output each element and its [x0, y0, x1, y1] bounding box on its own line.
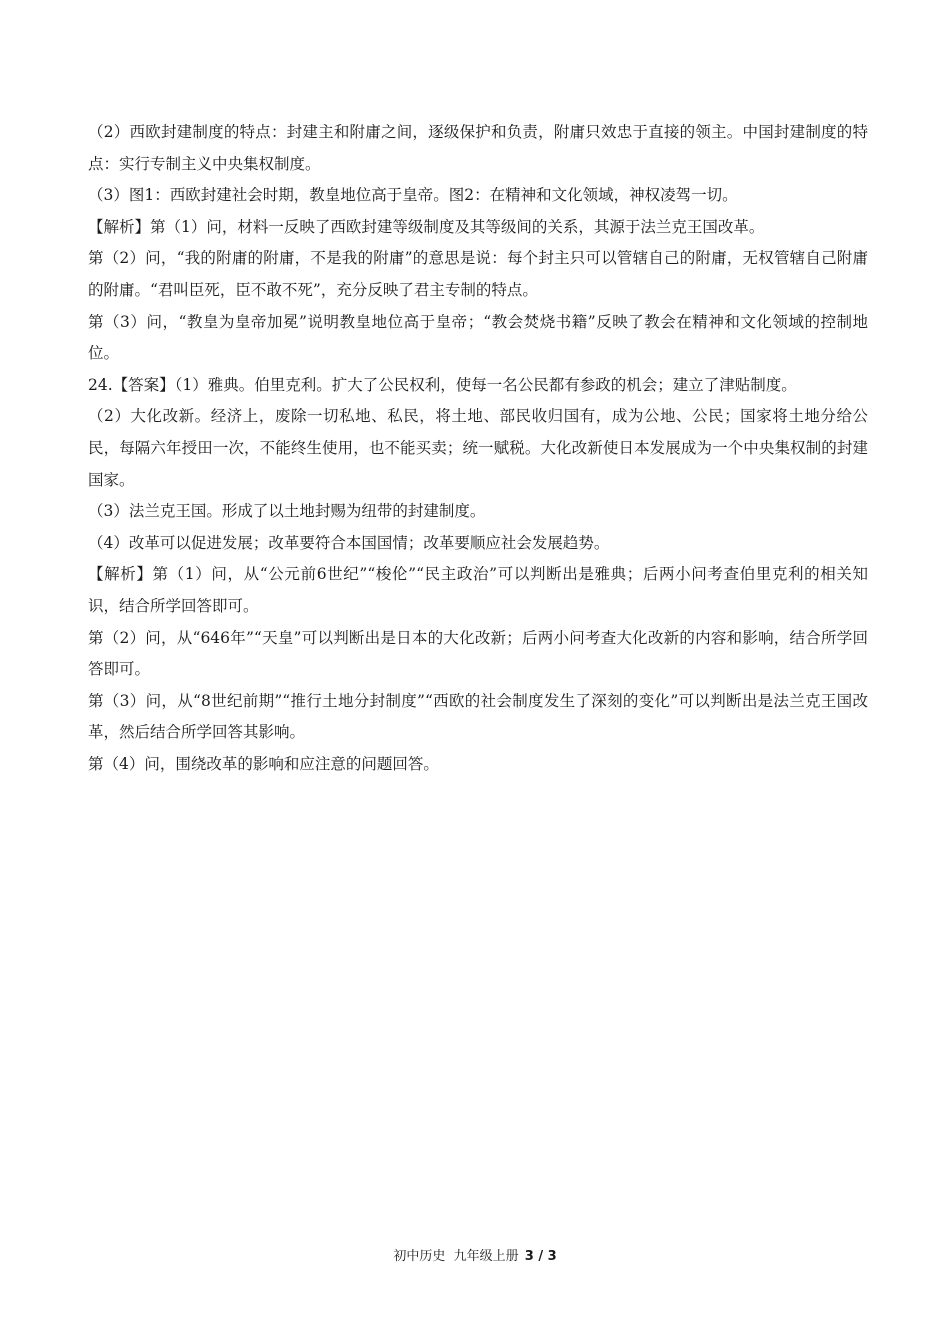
page-number: 3 / 3	[524, 1249, 557, 1264]
analysis-q24-part3: 第（3）问，从“8世纪前期”“推行土地分封制度”“西欧的社会制度发生了深刻的变化”可以判断出是法兰克王国改革，然后结合所学回答其影响。	[88, 691, 868, 742]
answer-q24-part1: 24.【答案】（1）雅典。伯里克利。扩大了公民权利，使每一名公民都有参政的机会；建立了津贴制度。	[88, 375, 797, 394]
analysis-q23-part1: 【解析】第（1）问，材料一反映了西欧封建等级制度及其等级间的关系，其源于法兰克王国改革。	[88, 217, 765, 236]
answer-q24-part2: （2）大化改新。经济上，废除一切私地、私民，将土地、部民收归国有，成为公地、公民；国家将土地分给公民，每隔六年授田一次，不能终生使用，也不能买卖；统一赋税。大化改新使日本发展成为一个中央集权制的封建国家。	[88, 407, 868, 489]
answer-q24-part3: （3）法兰克王国。形成了以土地封赐为纽带的封建制度。	[88, 502, 486, 521]
analysis-q24-part4: 第（4）问，围绕改革的影响和应注意的问题回答。	[88, 754, 439, 773]
analysis-q23-part2: 第（2）问，“我的附庸的附庸，不是我的附庸”的意思是说：每个封主只可以管辖自己的附庸，无权管辖自己附庸的附庸。“君叫臣死，臣不敢不死”，充分反映了君主专制的特点。	[88, 249, 868, 299]
analysis-q23-part3: 第（3）问，“教皇为皇帝加冕”说明教皇地位高于皇帝；“教会焚烧书籍”反映了教会在精神和文化领域的控制地位。	[88, 312, 868, 363]
document-body	[88, 117, 868, 780]
analysis-q24-part2: 第（2）问，从“646年”“天皇”可以判断出是日本的大化改新；后两小问考查大化改新的内容和影响，结合所学回答即可。	[88, 628, 868, 679]
analysis-q24-part1: 【解析】第（1）问，从“公元前6世纪”“梭伦”“民主政治”可以判断出是雅典；后两小问考查伯里克利的相关知识，结合所学回答即可。	[88, 565, 868, 615]
answer-q23-part3: （3）图1：西欧封建社会时期，教皇地位高于皇帝。图2：在精神和文化领域，神权凌驾一切。	[88, 186, 738, 205]
answer-q23-part2: （2）西欧封建制度的特点：封建主和附庸之间，逐级保护和负责，附庸只效忠于直接的领主。中国封建制度的特点：实行专制主义中央集权制度。	[88, 123, 868, 173]
page-footer	[0, 1245, 950, 1264]
answer-q24-part4: （4）改革可以促进发展；改革要符合本国国情；改革要顺应社会发展趋势。	[88, 533, 610, 552]
footer-label: 初中历史 九年级上册	[393, 1249, 519, 1264]
